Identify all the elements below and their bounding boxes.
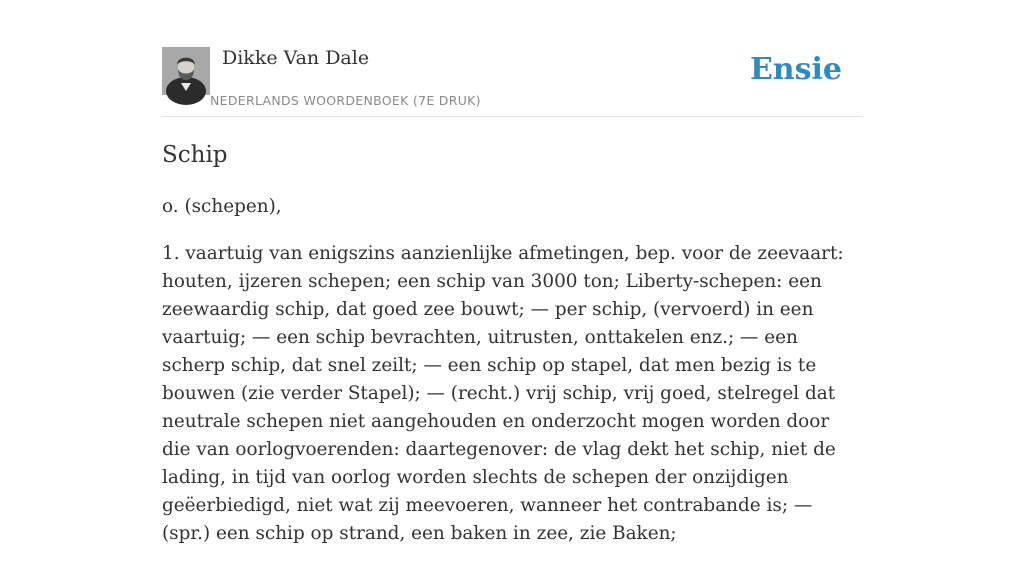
author-avatar[interactable] bbox=[162, 47, 210, 95]
source-subtitle[interactable]: NEDERLANDS WOORDENBOEK (7E DRUK) bbox=[210, 93, 481, 108]
portrait-image bbox=[162, 47, 210, 95]
entry-title: Schip bbox=[162, 142, 228, 168]
entry-body bbox=[162, 193, 862, 567]
entry-grammar: o. (schepen), bbox=[162, 196, 282, 217]
entry-definition: 1. vaartuig van enigszins aanzienlijke afmetingen, bep. voor de zeevaart: houten, ijzeren schepen; een schip van 3000 ton; Liberty-schepen: een zeewaardig schip, dat goed zee bouwt; — per schip, (vervoerd) in een vaartuig; — een schip bevrachten, uitrusten, onttakelen enz.; — een scherp schip, dat snel zeilt; — een schip op stapel, dat men bezig is te bouwen (zie verder Stapel); — (recht.) vrij schip, vrij goed, stelregel dat neutrale schepen niet aangehouden en onderzocht mogen worden door die van oorlogvoerenden: daartegenover: de vlag dekt het schip, niet de lading, in tijd van oorlog worden slechts de schepen der onzijdigen geëerbiedigd, niet wat zij meevoeren, wanneer het contrabande is; — (spr.) een schip op strand, een baken in zee, zie Baken; bbox=[162, 243, 844, 544]
brand-logo[interactable]: Ensie bbox=[749, 52, 842, 87]
author-name[interactable]: Dikke Van Dale bbox=[222, 47, 370, 69]
source-header bbox=[162, 46, 862, 117]
